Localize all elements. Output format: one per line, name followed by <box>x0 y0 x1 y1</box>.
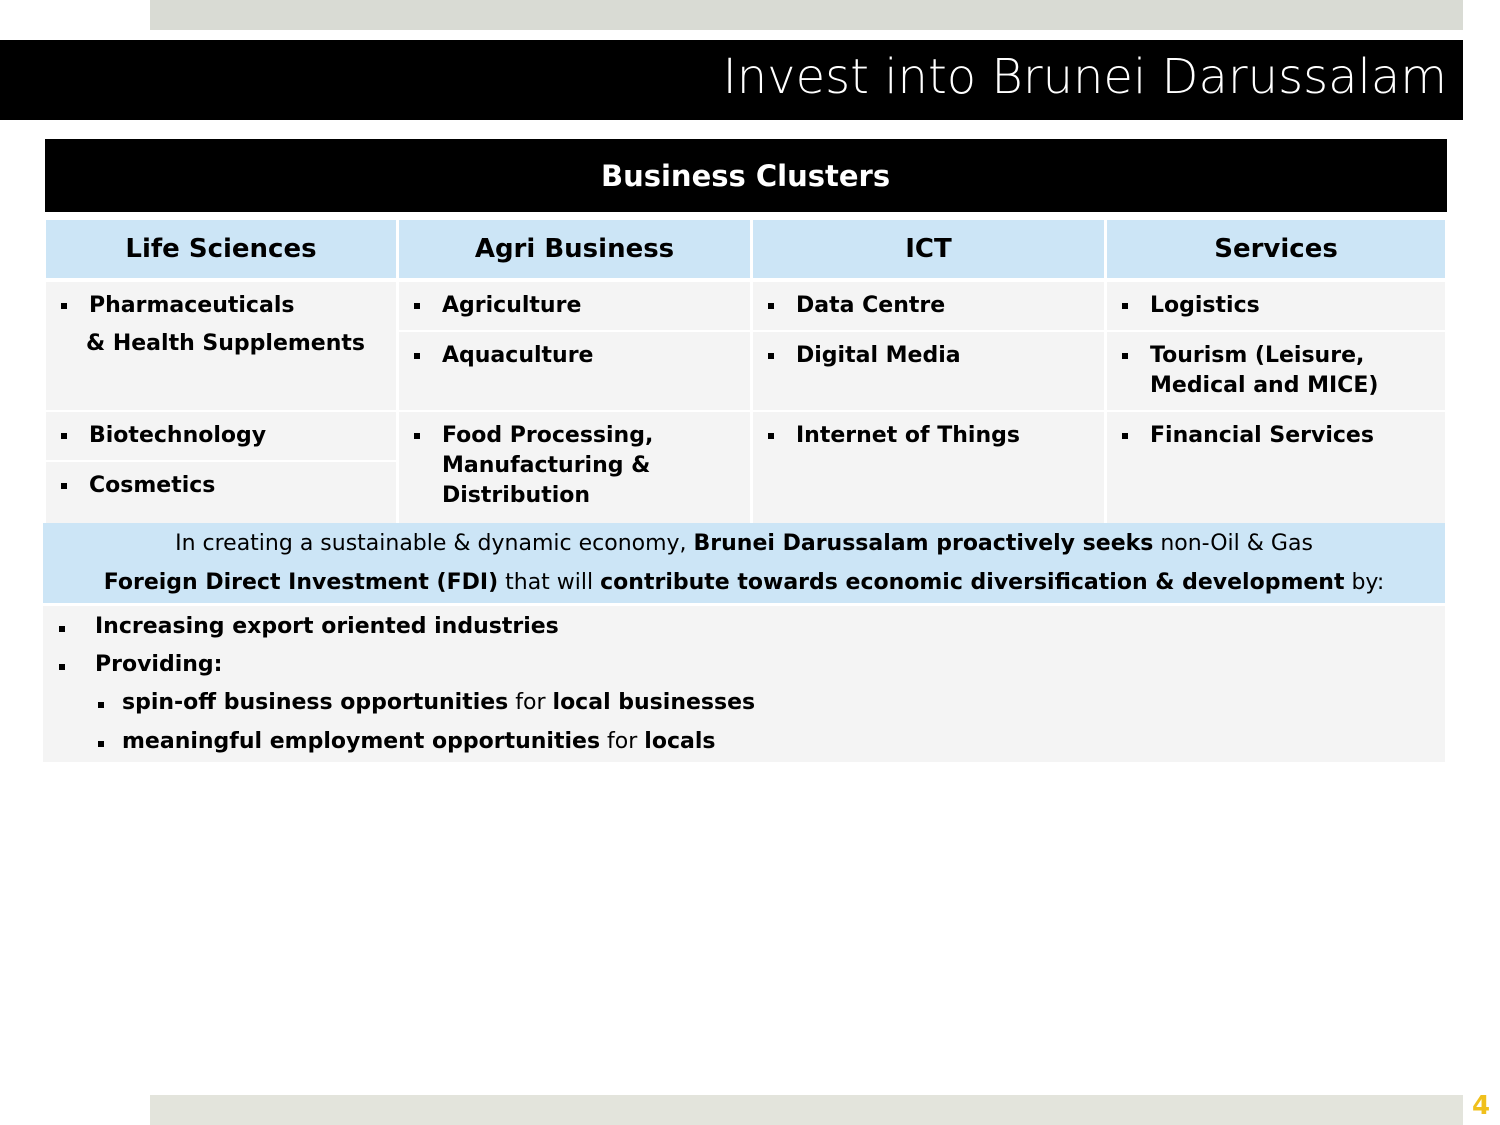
benefit-item: Providing: <box>95 652 223 677</box>
list-item: Food Processing, Manufacturing & Distribution <box>399 412 750 520</box>
cell-services-2 <box>1106 331 1447 411</box>
cell-agri-3 <box>398 411 752 528</box>
statement-line-1: In creating a sustainable & dynamic economy, Brunei Darussalam proactively seeks non-Oil & Gas <box>175 531 1313 556</box>
cell-services-3 <box>1106 411 1447 528</box>
list-item: Digital Media <box>753 332 1104 380</box>
list-item: Agriculture <box>399 282 750 330</box>
bullet-icon <box>59 626 65 632</box>
bullet-icon <box>59 664 65 670</box>
investment-statement <box>43 523 1445 603</box>
column-header-services: Services <box>1106 216 1447 280</box>
list-item: Logistics <box>1107 282 1445 330</box>
cell-life-sciences-3 <box>45 461 398 528</box>
title-bar <box>0 40 1463 120</box>
cell-ict-3 <box>752 411 1106 528</box>
list-item: Aquaculture <box>399 332 750 380</box>
benefit-sub-item: meaningful employment opportunities for locals <box>122 729 716 754</box>
cell-agri-1 <box>398 280 752 331</box>
cell-life-sciences-2 <box>45 411 398 461</box>
benefit-sub-item: spin-off business opportunities for local businesses <box>122 690 756 715</box>
column-header-ict: ICT <box>752 216 1106 280</box>
list-item: Pharmaceuticals & Health Supplements <box>46 282 396 368</box>
cell-ict-1 <box>752 280 1106 331</box>
cell-services-1 <box>1106 280 1447 331</box>
top-decorative-band <box>150 0 1463 30</box>
list-item: Tourism (Leisure, Medical and MICE) <box>1107 332 1445 410</box>
bullet-icon <box>98 702 104 708</box>
page-number: 4 <box>1472 1091 1491 1121</box>
list-item: Internet of Things <box>753 412 1104 460</box>
statement-line-2: Foreign Direct Investment (FDI) that will contribute towards economic diversification & development by: <box>103 570 1385 595</box>
bullet-icon <box>98 741 104 747</box>
column-header-agri-business: Agri Business <box>398 216 752 280</box>
list-item: Financial Services <box>1107 412 1445 460</box>
page-title: Invest into Brunei Darussalam <box>722 49 1447 105</box>
benefits-list <box>43 606 1445 762</box>
column-header-life-sciences: Life Sciences <box>45 216 398 280</box>
cell-agri-2 <box>398 331 752 411</box>
table-title: Business Clusters <box>45 139 1447 216</box>
list-item: Biotechnology <box>46 412 396 460</box>
business-clusters-table <box>43 139 1448 529</box>
cell-ict-2 <box>752 331 1106 411</box>
benefit-item: Increasing export oriented industries <box>95 614 559 639</box>
list-item: Cosmetics <box>46 462 396 510</box>
bottom-decorative-band <box>150 1095 1463 1125</box>
cell-life-sciences-1 <box>45 280 398 411</box>
list-item: Data Centre <box>753 282 1104 330</box>
